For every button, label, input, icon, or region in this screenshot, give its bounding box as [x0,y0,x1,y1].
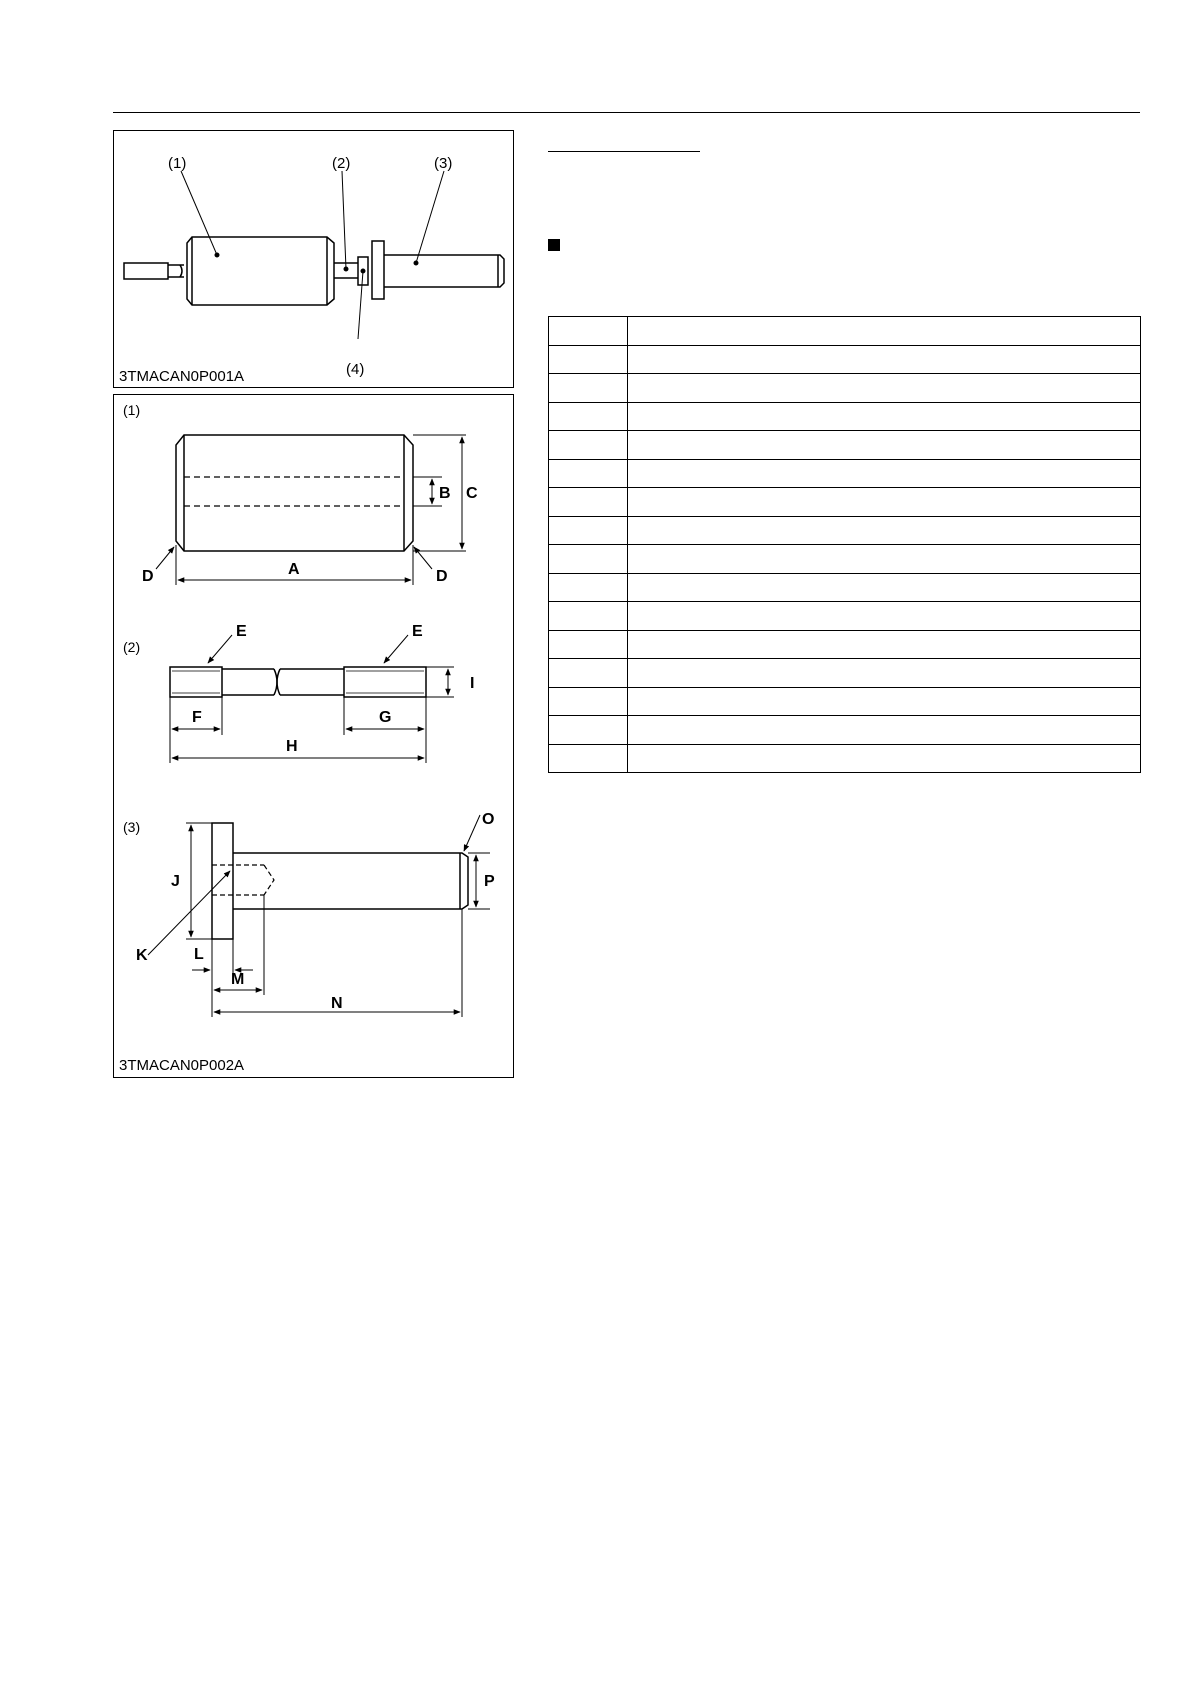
dim-label-c: C [466,485,478,502]
dim-label-i: I [470,675,475,692]
table-cell [549,345,628,374]
table-row [549,374,1141,403]
table-row [549,687,1141,716]
table-cell [628,744,1141,773]
table-cell [628,545,1141,574]
assembly-figure [113,130,514,388]
table-cell [549,744,628,773]
table-cell [549,716,628,745]
table-row [549,545,1141,574]
dim-label-g: G [379,709,392,726]
dim-label-e-left: E [236,623,247,640]
table-row [549,402,1141,431]
callout-4: (4) [346,361,365,378]
table-row [549,602,1141,631]
table-cell [628,716,1141,745]
dim-label-o: O [482,811,495,828]
figure-code: 3TMACAN0P002A [119,1057,245,1074]
table-row [549,431,1141,460]
table-cell [549,602,628,631]
spec-table [548,316,1141,773]
dimension-figure [113,394,514,1078]
dim-label-h: H [286,738,298,755]
table-row [549,459,1141,488]
part-label-1: (1) [123,402,141,418]
table-cell [549,545,628,574]
table-cell [549,488,628,517]
table-cell [628,374,1141,403]
section-heading-rule [548,151,700,152]
table-row [549,488,1141,517]
table-cell [628,573,1141,602]
table-cell [628,602,1141,631]
table-row [549,573,1141,602]
table-row [549,716,1141,745]
table-cell [628,687,1141,716]
table-cell [549,516,628,545]
part-label-2: (2) [123,639,141,655]
figure-code: 3TMACAN0P001A [119,368,245,385]
table-row [549,630,1141,659]
table-cell [549,659,628,688]
dim-label-d-right: D [436,568,448,585]
table-row [549,345,1141,374]
dim-label-j: J [171,873,180,890]
dim-label-p: P [484,873,495,890]
table-cell [628,659,1141,688]
table-cell [549,317,628,346]
callout-1: (1) [168,155,187,172]
dim-label-f: F [192,709,202,726]
table-cell [628,431,1141,460]
dim-label-l: L [194,946,204,963]
table-cell [549,573,628,602]
part-label-3: (3) [123,819,141,835]
callout-2: (2) [332,155,351,172]
dim-label-k: K [136,947,148,964]
dimension-drawing [114,395,513,1077]
header-rule [113,112,1140,113]
table-cell [549,687,628,716]
table-cell [549,374,628,403]
table-row [549,516,1141,545]
callout-3: (3) [434,155,453,172]
table-row [549,744,1141,773]
table-cell [628,459,1141,488]
square-bullet-icon [548,239,560,251]
table-cell [628,402,1141,431]
table-cell [628,630,1141,659]
dim-label-m: M [231,971,245,988]
table-cell [549,431,628,460]
dim-label-a: A [288,561,300,578]
table-cell [628,345,1141,374]
table-cell [549,459,628,488]
table-cell [628,317,1141,346]
table-cell [628,488,1141,517]
dim-label-n: N [331,995,343,1012]
dim-label-b: B [439,485,451,502]
table-cell [628,516,1141,545]
dim-label-e-right: E [412,623,423,640]
table-cell [549,402,628,431]
table-cell [549,630,628,659]
table-row [549,659,1141,688]
dim-label-d-left: D [142,568,154,585]
table-row [549,317,1141,346]
